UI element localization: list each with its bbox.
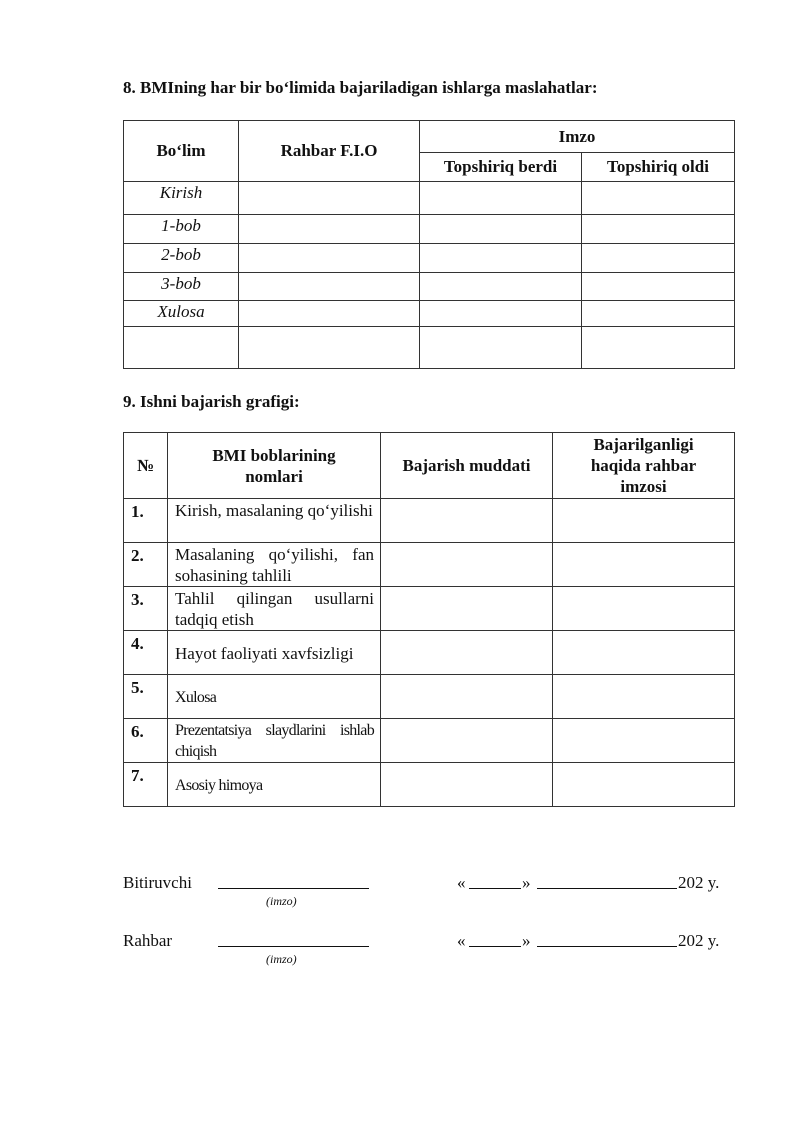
deadline-cell [381, 587, 553, 631]
table-row [124, 182, 735, 215]
row-number: 6. [124, 719, 168, 763]
section-cell: 1-bob [124, 215, 239, 244]
header-supervisor-signature: Bajarilganligi haqida rahbar imzosi [553, 433, 735, 499]
section-cell: 2-bob [124, 244, 239, 273]
header-imzo: Imzo [420, 121, 735, 153]
supervisor-imzo-note: (imzo) [266, 952, 297, 966]
table-row [124, 273, 735, 301]
supervisor-date-close-quote: » [522, 931, 531, 950]
chapter-name: Hayot faoliyati xavfsizligi [168, 631, 381, 675]
deadline-cell [381, 543, 553, 587]
header-deadline: Bajarish muddati [381, 433, 553, 499]
berdi-cell [420, 182, 582, 215]
rahbar-cell [239, 182, 420, 215]
signature-cell [553, 763, 735, 807]
oldi-cell [582, 215, 735, 244]
oldi-cell [582, 273, 735, 301]
oldi-cell [582, 182, 735, 215]
berdi-cell [420, 273, 582, 301]
section-cell: Xulosa [124, 301, 239, 327]
row-number: 5. [124, 675, 168, 719]
graduate-month-line [537, 888, 677, 889]
header-rahbar: Rahbar F.I.O [239, 121, 420, 182]
signature-cell [553, 675, 735, 719]
table-row [124, 631, 735, 675]
oldi-cell [582, 244, 735, 273]
signature-cell [553, 499, 735, 543]
berdi-cell [420, 327, 582, 369]
graduate-day-line [469, 888, 521, 889]
chapter-name: Masalaning qo‘yilishi, fan sohasining tahlili [168, 543, 381, 587]
rahbar-cell [239, 273, 420, 301]
table-row [124, 543, 735, 587]
berdi-cell [420, 244, 582, 273]
table-row [124, 215, 735, 244]
signature-cell [553, 719, 735, 763]
table-row [124, 675, 735, 719]
table-row [124, 499, 735, 543]
deadline-cell [381, 631, 553, 675]
section-cell: Kirish [124, 182, 239, 215]
header-bolim: Bo‘lim [124, 121, 239, 182]
table-row [124, 763, 735, 807]
berdi-cell [420, 301, 582, 327]
graduate-date-open-quote: « [457, 873, 466, 892]
table-row [124, 327, 735, 369]
section-cell [124, 327, 239, 369]
berdi-cell [420, 215, 582, 244]
row-number: 1. [124, 499, 168, 543]
deadline-cell [381, 499, 553, 543]
graduate-label: Bitiruvchi [123, 873, 192, 892]
graduate-date-close-quote: » [522, 873, 531, 892]
supervisor-date-open-quote: « [457, 931, 466, 950]
section-cell: 3-bob [124, 273, 239, 301]
row-number: 2. [124, 543, 168, 587]
schedule-table [123, 432, 735, 807]
supervisor-label: Rahbar [123, 931, 173, 950]
oldi-cell [582, 301, 735, 327]
chapter-name: Xulosa [168, 675, 381, 719]
header-chapter-names: BMI boblarining nomlari [168, 433, 381, 499]
supervisor-year: 202 y. [678, 931, 720, 950]
row-number: 7. [124, 763, 168, 807]
header-topshiriq-berdi: Topshiriq berdi [420, 153, 582, 182]
rahbar-cell [239, 215, 420, 244]
consultation-table [123, 120, 735, 369]
table-row [124, 301, 735, 327]
graduate-imzo-note: (imzo) [266, 894, 297, 908]
deadline-cell [381, 719, 553, 763]
chapter-name: Kirish, masalaning qo‘yilishi [168, 499, 381, 543]
header-topshiriq-oldi: Topshiriq oldi [582, 153, 735, 182]
deadline-cell [381, 763, 553, 807]
supervisor-month-line [537, 946, 677, 947]
section-9-heading: 9. Ishni bajarish grafigi: [123, 392, 300, 411]
deadline-cell [381, 675, 553, 719]
chapter-name: Asosiy himoya [168, 763, 381, 807]
signature-cell [553, 587, 735, 631]
graduate-signature-line [218, 888, 369, 889]
section-8-heading: 8. BMIning har bir bo‘limida bajariladigan ishlarga maslahatlar: [123, 78, 598, 97]
graduate-year: 202 y. [678, 873, 720, 892]
row-number: 4. [124, 631, 168, 675]
signature-cell [553, 631, 735, 675]
supervisor-signature-line [218, 946, 369, 947]
table-row [124, 587, 735, 631]
chapter-name: Prezentatsiya slaydlarini ishlab chiqish [168, 719, 381, 763]
oldi-cell [582, 327, 735, 369]
rahbar-cell [239, 301, 420, 327]
table-row [124, 244, 735, 273]
supervisor-day-line [469, 946, 521, 947]
rahbar-cell [239, 327, 420, 369]
chapter-name: Tahlil qilingan usullarni tadqiq etish [168, 587, 381, 631]
rahbar-cell [239, 244, 420, 273]
row-number: 3. [124, 587, 168, 631]
table-row [124, 719, 735, 763]
signature-cell [553, 543, 735, 587]
header-number: № [124, 433, 168, 499]
